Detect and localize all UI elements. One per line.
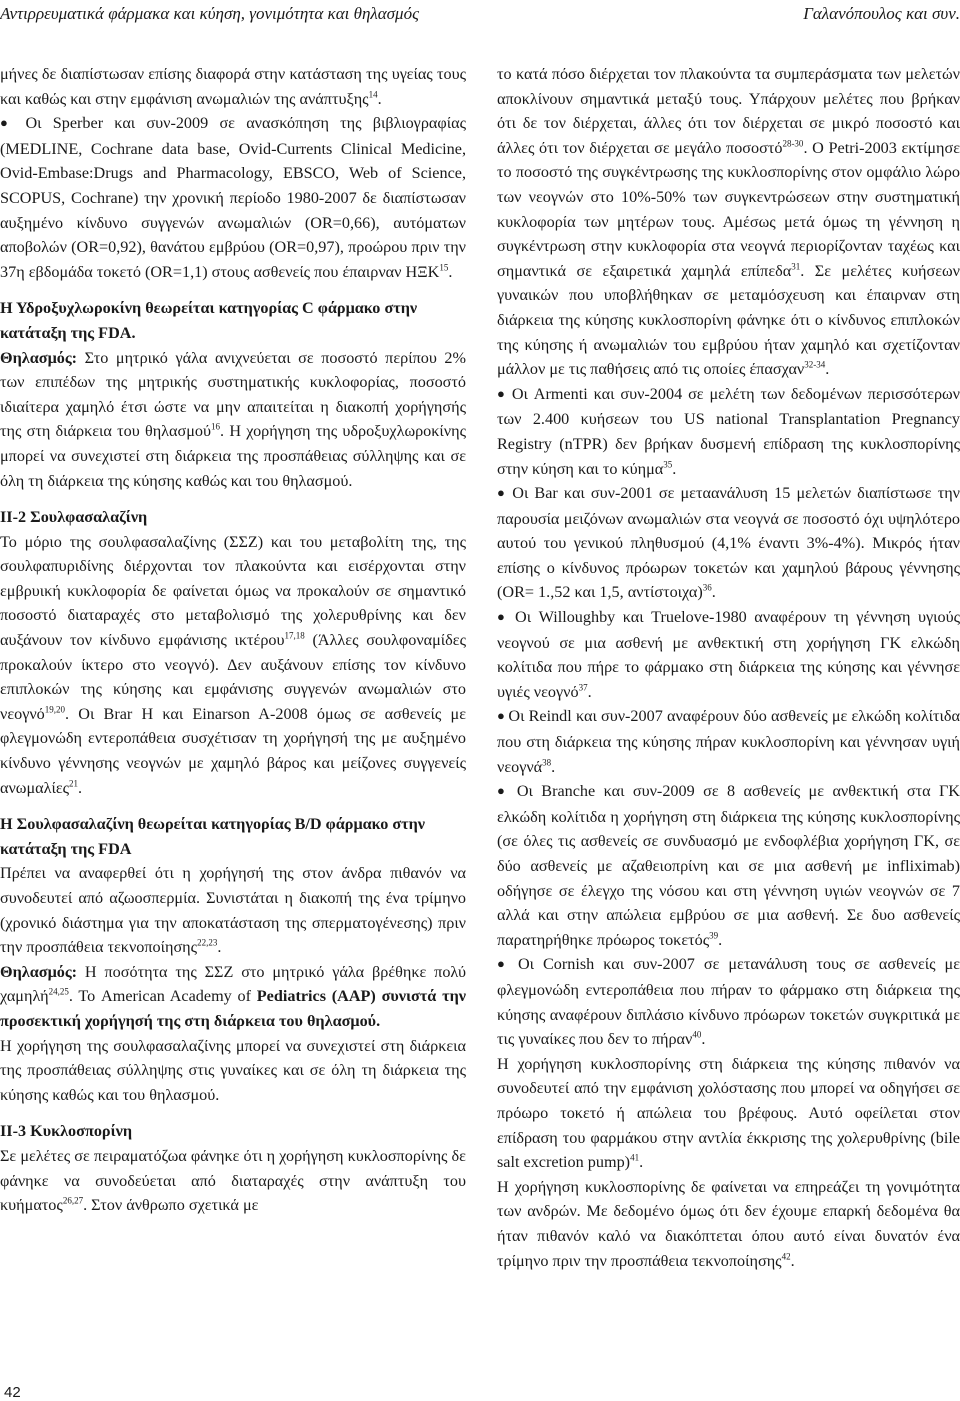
paragraph-text: . — [701, 1030, 706, 1049]
running-head — [0, 4, 960, 26]
journal-title: Αντιρρευματικά φάρμακα και κύηση, γονιμότητα και θηλασμός — [0, 4, 419, 23]
citation-ref: 35 — [663, 459, 673, 470]
paragraph-text: . — [587, 682, 592, 701]
paragraph — [0, 1034, 466, 1108]
paragraph-text: . Ο Petri-2003 εκτίμησε το ποσοστό της συγκέντρωσης της κυκλοσπορίνης στον ομφάλιο λώρο των νεογνών στο 10%-50% των συγκεντρώσεων στην συστηματική κυκλοφορία των μητέρων τους. Αμέσως μετά όμως τη γέννηση η συγκέντρωση στην κυκλοφορία στα νεογνά περιορίζονταν ταχέως και σημαντικά σε εξαιρετικά χαμηλά επίπεδα — [497, 138, 960, 280]
citation-ref: 39 — [709, 930, 719, 941]
bullet-paragraph — [497, 605, 960, 704]
citation-ref: 21 — [69, 778, 79, 789]
paragraph-text: το κατά πόσο διέρχεται τον πλακούντα τα συμπεράσματα των μελετών αποκλίνουν σημαντικά μεταξύ τους. Υπάρχουν μελέτες που βρήκαν ότι δε τον διέρχεται, άλλες ότι τον διέρχεται σε μικρό ποσοστό και άλλες ότι τον διέρχεται σε μεγάλο ποσοστό — [497, 65, 960, 157]
paragraph — [0, 960, 466, 1034]
citation-ref: 42 — [781, 1251, 791, 1262]
paragraph-text: . — [718, 930, 723, 949]
paragraph-text: . Στον άνθρωπο σχετικά με — [83, 1196, 259, 1215]
citation-ref: 32-34 — [804, 359, 826, 370]
paragraph-lead: Θηλασμός: — [0, 962, 78, 981]
paragraph-text: Οι Branche και συν-2009 σε 8 ασθενείς με ανθεκτική στα ΓΚ ελκώδη κολίτιδα η χορήγηση στη διάρκεια της κύησης κυκλοσπορίνης (σε όλες τις ασθενείς σε συνδυασμό με ενδοφλέβια χορήγηση ΓΚ, σε δύο ασθενείς με αζαθειοπρίνη και σε μια ασθενή με infliximab) οδήγησε σε έλεγχο της νόσου και στη γέννηση υγιών νεογνών σε 7 αλλά και στην απώλεια εμβρύου σε μια ασθενή. Σε δυο ασθενείς παρατηρήθηκε πρόωρος τοκετός — [497, 782, 960, 949]
paragraph-text: Σε μελέτες σε πειραματόζωα φάνηκε ότι η χορήγηση κυκλοσπορίνης δε φάνηκε να συνοδεύεται από διαταραχές στην ανάπτυξη του κυήματος — [0, 1146, 466, 1215]
citation-ref: 19,20 — [44, 704, 66, 715]
paragraph-text: Πρέπει να αναφερθεί ότι η χορήγησή της στον άνδρα πιθανόν να συνοδευτεί από αζωοσπερμία. Συνιστάται η διακοπή της ένα τρίμηνο (χρονικό διάστημα για την αποκατάσταση της σπερματογένεσης) πριν την προσπάθεια τεκνοποίησης — [0, 864, 466, 957]
paragraph — [497, 62, 960, 382]
paragraph-text: . — [551, 757, 556, 776]
paragraph — [0, 1144, 466, 1218]
citation-ref: 22,23 — [197, 937, 218, 948]
citation-ref: 31 — [791, 261, 801, 272]
paragraph-text: Η ποσότητα της ΣΣΖ στο μητρικό γάλα βρέθηκε πολύ χαμηλή — [0, 962, 466, 1006]
bullet-paragraph — [497, 481, 960, 605]
page-number: 42 — [4, 1384, 21, 1401]
paragraph — [0, 346, 466, 494]
paragraph-lead: Θηλασμός: — [0, 348, 78, 367]
citation-ref: 16 — [211, 421, 221, 432]
paragraph — [0, 530, 466, 801]
paragraph-bold: Pediatrics (AAP) συνιστά την προσεκτική χορήγησή της στη διάρκεια του θηλασμού. — [0, 987, 466, 1030]
paragraph-text: . — [377, 89, 382, 108]
paragraph-text: Οι Sperber και συν-2009 σε ανασκόπηση της βιβλιογραφίας (MEDLINE, Cochrane data base, Ovid-Currents Clinical Medicine, Ovid-Embase:Drugs and Pharmacology, EBSCO, Web of Science, SCOPUS, Cochrane) την χρονική περίοδο 1980-2007 δε διαπίστωσαν αυξημένο κίνδυνο συγγενών ανωμαλιών (OR=0,66), αυτόματων αποβολών (OR=0,92), θανάτου εμβρύου (OR=0,97), προώρου πριν την 37η εβδομάδα τοκετό (OR=1,1) στους ασθενείς που έπαιρναν ΗΞΚ — [0, 114, 466, 281]
right-column — [497, 62, 960, 1273]
paragraph — [497, 1052, 960, 1175]
paragraph-text: Οι Bar και συν-2001 σε μεταανάλυση 15 μελετών διαπίστωσε την παρουσία μειζόνων ανωμαλιών στα νεογνά σε ποσοστό όχι υψηλότερο αυτού του γενικού πληθυσμού (4,1% έναντι 3%-4%). Μικρός ήταν επίσης ο κίνδυνος πρόωρων τοκετών και χαμηλού βάρους γέννησης (OR= 1.,52 και 1,5, αντίστοιχα) — [497, 484, 960, 602]
paragraph-text: . — [217, 938, 222, 957]
bullet-paragraph — [497, 779, 960, 952]
paragraph-text: . — [825, 360, 830, 379]
paragraph-text: Το μόριο της σουλφασαλαζίνης (ΣΣΖ) και του μεταβολίτη της, της σουλφαπυριδίνης διέρχονται τον πλακούντα και εισέρχονται στην εμβρυική κυκλοφορία δε φαίνεται όμως να προκαλούν σε σημαντικό ποσοστό διαταραχές στο μεταβολισμό της χολερυθρίνης και δεν αυξάνουν τον κίνδυνο εμφάνισης ικτέρου — [0, 532, 466, 650]
paragraph — [0, 62, 466, 111]
bullet-paragraph — [497, 382, 960, 481]
citation-ref: 36 — [702, 583, 712, 594]
section-heading: Η Υδροξυχλωροκίνη θεωρείται κατηγορίας C φάρμακο στην κατάταξη της FDA. — [0, 299, 418, 342]
citation-ref: 17,18 — [284, 630, 305, 641]
left-column — [0, 62, 466, 1218]
article-authors: Γαλανόπουλος και συν. — [803, 4, 960, 23]
citation-ref: 26,27 — [62, 1195, 84, 1206]
paragraph-text: . — [78, 778, 83, 797]
paragraph-text: . — [639, 1153, 644, 1172]
citation-ref: 37 — [578, 682, 588, 693]
paragraph-text: . Η χορήγηση της υδροξυχλωροκίνης μπορεί να συνεχιστεί στη διάρκεια της προσπάθειας σύλληψης και σε όλη τη διάρκεια της κύησης καθώς και του θηλασμού. — [0, 422, 466, 490]
paragraph-text: . Σε μελέτες κυήσεων γυναικών που υποβλήθηκαν σε μεταμόσχευση και έπαιρναν στη διάρκεια της κύησης κυκλοσπορίνη φάνηκε ότι ο κίνδυνος επιπλοκών της κύησης ή ανωμαλιών του εμβρύου ήταν χαμηλό και σχετίζονταν μάλλον με τις παθήσεις από τις οποίες έπασχαν — [497, 261, 960, 379]
paragraph-text: . — [448, 262, 453, 281]
paragraph-text: . — [672, 459, 677, 478]
paragraph-text: . — [790, 1251, 795, 1270]
paragraph — [497, 1175, 960, 1273]
bullet-paragraph — [0, 111, 466, 284]
section-heading: ΙΙ-3 Κυκλοσπορίνη — [0, 1122, 133, 1141]
citation-ref: 24,25 — [48, 986, 69, 997]
bullet-paragraph — [497, 704, 960, 779]
paragraph-text: Οι Reindl και συν-2007 αναφέρουν δύο ασθενείς με ελκώδη κολίτιδα που στη διάρκεια της κύησης πήραν κυκλοσπορίνη και γέννησαν υγιή νεογνά — [497, 707, 960, 776]
citation-ref: 14 — [368, 89, 378, 100]
section-heading: Η Σουλφασαλαζίνη θεωρείται κατηγορίας B/D φάρμακο στην κατάταξη της FDA — [0, 815, 426, 858]
paragraph-text: Η χορήγηση κυκλοσπορίνης στη διάρκεια της κύησης πιθανόν να συνοδευτεί από την εμφάνιση χολόστασης που μπορεί να οδηγήσει σε πρόωρο τοκετό ή απώλεια του βρέφους. Αυτό οφείλεται στον επίδραση του φαρμάκου στην αντλία έκκρισης της χολερυθρίνης (bile salt excretion pump) — [497, 1054, 960, 1172]
paragraph-text: Στο μητρικό γάλα ανιχνεύεται σε ποσοστό περίπου 2% των επιπέδων της μητρικής συστηματικής κυκλοφορίας, ποσοστό ιδιαίτερα χαμηλό έτσι ώστε να μην απαιτείται η διακοπή χορήγησής της στη διάρκεια του θηλασμού — [0, 348, 466, 441]
citation-ref: 28-30 — [782, 138, 804, 149]
paragraph-text: Οι Willoughby και Truelove-1980 αναφέρουν τη γέννηση υγιούς νεογνού σε μια ασθενή με ανθεκτική στη χορήγηση ΓΚ ελκώδη κολίτιδα που πήρε το φάρμακο στη διάρκεια της κύησης και γέννησε υγιές νεογνό — [497, 608, 960, 701]
citation-ref: 15 — [439, 262, 449, 273]
paragraph-text: Η χορήγηση κυκλοσπορίνης δε φαίνεται να επηρεάζει τη γονιμότητα των ανδρών. Με δεδομένο όμως ότι δεν έχουμε επαρκή δεδομένα θα ήταν πιθανόν καλό να διακόπτεται όπου αυτό είναι δυνατόν ένα τρίμηνο πριν την προσπάθεια τεκνοποίησης — [497, 1177, 960, 1270]
section-heading: ΙΙ-2 Σουλφασαλαζίνη — [0, 508, 148, 527]
paragraph-text: Οι Armenti και συν-2004 σε μελέτη των δεδομένων περισσότερων των 2.400 κυήσεων του US national Transplantation Pregnancy Registry (nTPR) δεν βρήκαν δυσμενή επίδραση της κυκλοσπορίνης στην κύηση και το κύημα — [497, 384, 960, 478]
paragraph-text: . Οι Brar H και Einarson A-2008 όμως σε ασθενείς με φλεγμονώδη εντεροπάθεια συσχέτισαν τη χορήγησή της με αυξημένο κίνδυνο γέννησης νεογνών με χαμηλό βάρος και μείζονες συγγενείς ανωμαλίες — [0, 704, 466, 797]
citation-ref: 38 — [542, 757, 552, 768]
paragraph-text: (Άλλες σουλφοναμίδες προκαλούν ίκτερο στο νεογνό). Δεν αυξάνουν επίσης τον κίνδυνο επιπλοκών της κύησης και εμφάνισης συγγενών ανωμαλιών στο νεογνό — [0, 631, 466, 723]
bullet-paragraph — [497, 952, 960, 1051]
paragraph-text: . Το American Academy of — [68, 987, 257, 1006]
paragraph-text: Η χορήγηση της σουλφασαλαζίνης μπορεί να συνεχιστεί στη διάρκεια της προσπάθειας σύλληψης στις γυναίκες και σε όλη τη διάρκεια της κύησης καθώς και του θηλασμού. — [0, 1036, 466, 1104]
citation-ref: 41 — [630, 1152, 640, 1163]
paragraph-text: . — [711, 583, 716, 602]
paragraph-text: μήνες δε διαπίστωσαν επίσης διαφορά στην κατάσταση της υγείας τους και καθώς και στην εμφάνιση ανωμαλιών της ανάπτυξης — [0, 65, 466, 108]
paragraph-text: Οι Cornish και συν-2007 σε μετανάλυση τους σε ασθενείς με φλεγμονώδη εντεροπάθεια που πήραν το φάρμακο στη διάρκεια της κύησης αναφέρουν διπλάσιο κίνδυνο πρόωρων τοκετών συγκριτικά με τις γυναίκες που δεν το πήραν — [497, 955, 960, 1049]
citation-ref: 40 — [692, 1029, 702, 1040]
paragraph — [0, 861, 466, 959]
